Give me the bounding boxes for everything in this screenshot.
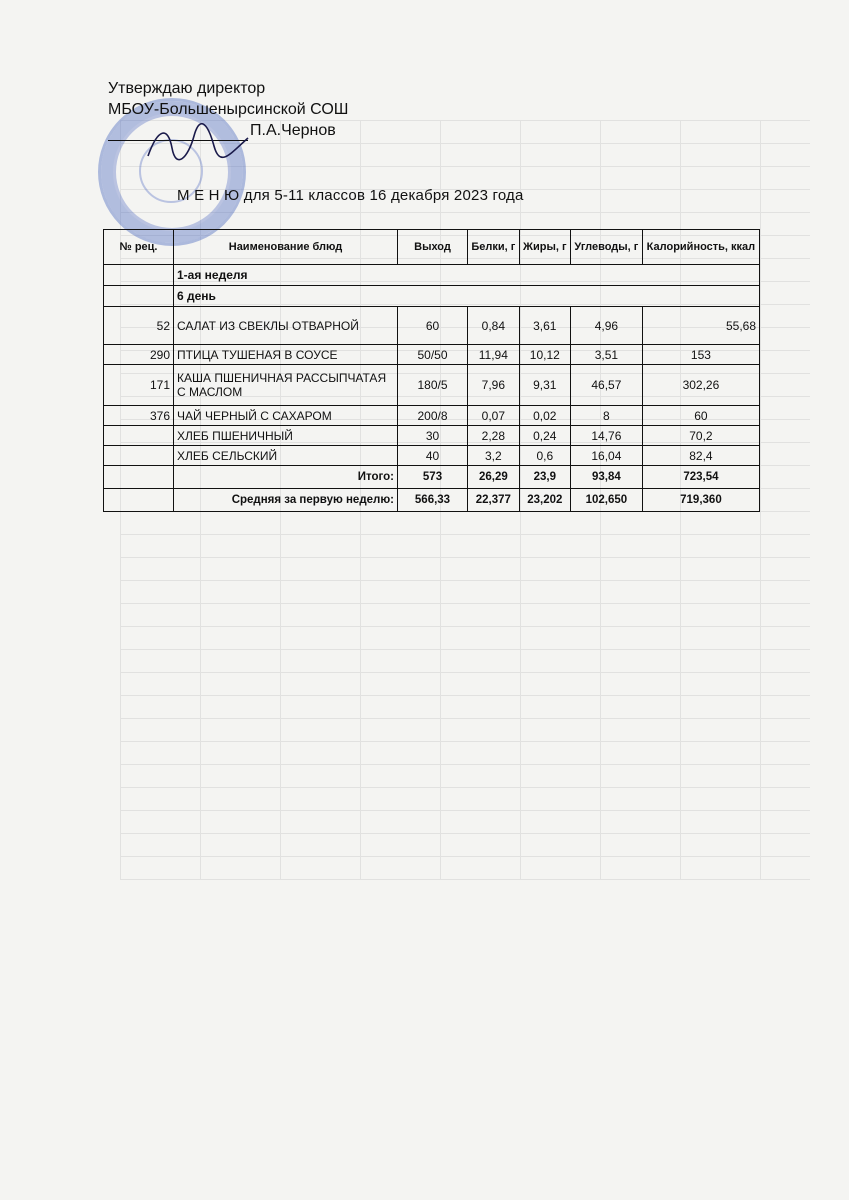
total-protein: 26,29 [468,466,520,489]
cell-carbs: 4,96 [570,307,642,345]
cell-carbs: 8 [570,406,642,426]
menu-table [103,229,760,512]
cell-kcal: 153 [642,345,759,365]
total-fat: 23,9 [519,466,570,489]
total-output: 573 [398,466,468,489]
table-row [104,307,760,345]
total-kcal: 723,54 [642,466,759,489]
cell-rec: 52 [104,307,174,345]
cell-carbs: 46,57 [570,365,642,406]
cell-protein: 3,2 [468,446,520,466]
cell-name: КАША ПШЕНИЧНАЯ РАССЫПЧАТАЯ С МАСЛОМ [174,365,398,406]
cell-kcal: 302,26 [642,365,759,406]
header-kcal: Калорийность, ккал [642,230,759,265]
table-row [104,426,760,446]
average-row [104,489,760,512]
cell-kcal: 70,2 [642,426,759,446]
cell-output: 40 [398,446,468,466]
approval-line-2: МБОУ-Большеныpсинской СОШ [108,101,349,118]
cell-protein: 0,84 [468,307,520,345]
cell-rec: 290 [104,345,174,365]
cell-output: 180/5 [398,365,468,406]
cell-carbs: 14,76 [570,426,642,446]
cell-rec [104,426,174,446]
cell-fat: 3,61 [519,307,570,345]
table-row [104,446,760,466]
day-label: 6 день [174,286,760,307]
cell-protein: 7,96 [468,365,520,406]
approval-line-1: Утверждаю директор [108,80,266,97]
handwritten-signature [138,118,258,168]
cell-kcal: 82,4 [642,446,759,466]
average-fat: 23,202 [519,489,570,512]
cell-kcal: 55,68 [642,307,759,345]
cell-fat: 10,12 [519,345,570,365]
header-rec: № рец. [104,230,174,265]
cell-name: ХЛЕБ СЕЛЬСКИЙ [174,446,398,466]
cell-name: ЧАЙ ЧЕРНЫЙ С САХАРОМ [174,406,398,426]
cell-protein: 0,07 [468,406,520,426]
cell-fat: 0,24 [519,426,570,446]
cell-name: ПТИЦА ТУШЕНАЯ В СОУСЕ [174,345,398,365]
week-row [104,265,760,286]
director-name: П.А.Чернов [250,122,336,139]
table-header-row [104,230,760,265]
average-carbs: 102,650 [570,489,642,512]
header-output: Выход [398,230,468,265]
cell-output: 50/50 [398,345,468,365]
header-protein: Белки, г [468,230,520,265]
cell-protein: 11,94 [468,345,520,365]
cell-output: 200/8 [398,406,468,426]
total-row [104,466,760,489]
header-fat: Жиры, г [519,230,570,265]
week-label: 1-ая неделя [174,265,760,286]
page-title: М Е Н Ю для 5-11 классов 16 декабря 2023 года [177,187,524,204]
cell-protein: 2,28 [468,426,520,446]
day-row [104,286,760,307]
cell-fat: 0,6 [519,446,570,466]
total-label: Итого: [174,466,398,489]
cell-fat: 9,31 [519,365,570,406]
cell-name: САЛАТ ИЗ СВЕКЛЫ ОТВАРНОЙ [174,307,398,345]
total-carbs: 93,84 [570,466,642,489]
cell-output: 60 [398,307,468,345]
average-label: Средняя за первую неделю: [174,489,398,512]
cell-fat: 0,02 [519,406,570,426]
cell-name: ХЛЕБ ПШЕНИЧНЫЙ [174,426,398,446]
cell-rec: 376 [104,406,174,426]
cell-carbs: 16,04 [570,446,642,466]
header-name: Наименование блюд [174,230,398,265]
cell-rec [104,446,174,466]
average-protein: 22,377 [468,489,520,512]
average-output: 566,33 [398,489,468,512]
cell-rec: 171 [104,365,174,406]
table-row [104,406,760,426]
header-carbs: Углеводы, г [570,230,642,265]
cell-carbs: 3,51 [570,345,642,365]
table-row [104,345,760,365]
cell-kcal: 60 [642,406,759,426]
average-kcal: 719,360 [642,489,759,512]
cell-output: 30 [398,426,468,446]
table-row [104,365,760,406]
